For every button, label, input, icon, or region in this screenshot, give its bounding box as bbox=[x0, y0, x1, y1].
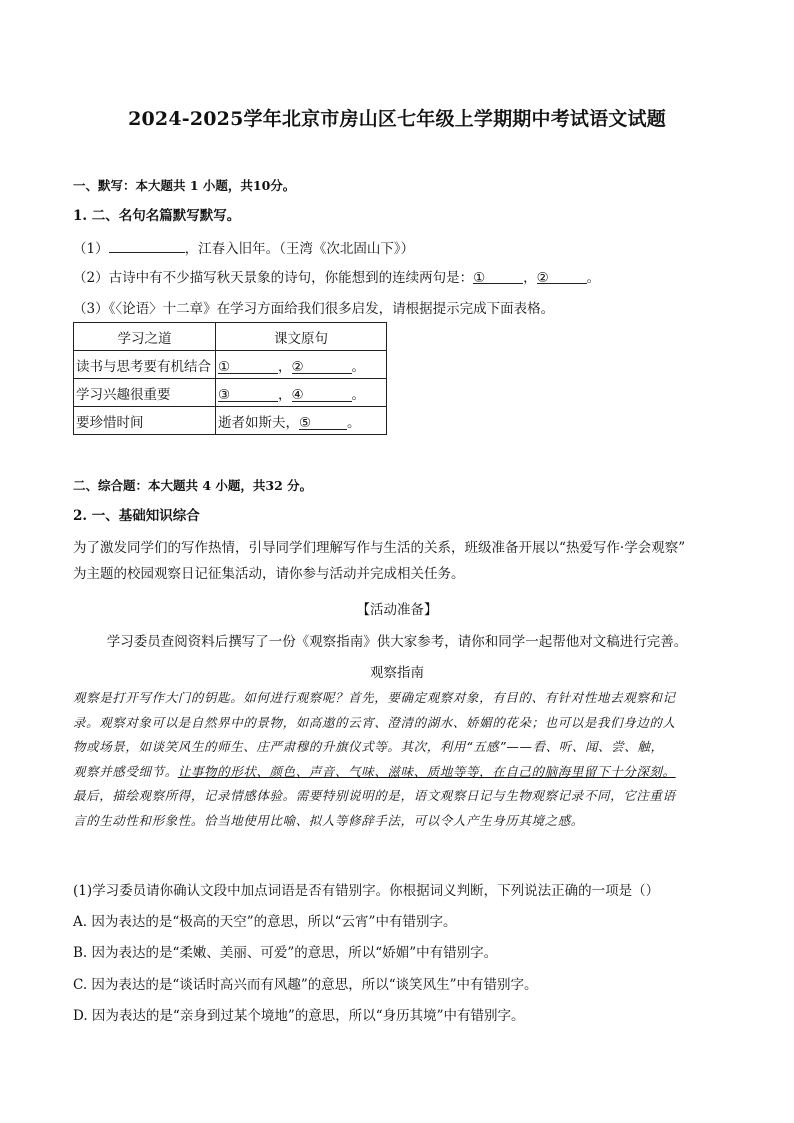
sentence-text: 逝者如斯夫， bbox=[218, 414, 299, 431]
page-title: 2024-2025学年北京市房山区七年级上学期期中考试语文试题 bbox=[128, 108, 666, 130]
underlined-sentence: 让事物的形状、颜色、声音、气味、滋味、质地等等，在自己的脑海里留下十分深刻。 bbox=[177, 763, 676, 779]
table-row bbox=[74, 379, 387, 407]
intro-line: 为主题的校园观察日记征集活动，请你参与活动并完成相关任务。 bbox=[73, 566, 465, 582]
guide-line: 观察是打开写作大门的钥匙。如何进行观察呢？首先，要确定观察对象，有目的、有针对性地去观察和记 bbox=[73, 690, 676, 705]
guide-line: 物或场景，如谈笑风生的师生、庄严肃穆的升旗仪式等。其次，利用“五感”——看、听、闻、尝、触， bbox=[73, 739, 664, 754]
end-mark: 。 bbox=[351, 386, 365, 403]
end-mark: 。 bbox=[347, 414, 361, 431]
table-row bbox=[74, 407, 387, 435]
end-mark: 。 bbox=[351, 358, 365, 375]
guide-line bbox=[73, 760, 723, 785]
guide-line: 言的生动性和形象性。恰当地使用比喻、拟人等修辞手法，可以令人产生身历其境之感。 bbox=[73, 812, 584, 828]
section-2-heading: 二、综合题：本大题共 4 小题，共32 分。 bbox=[73, 478, 313, 493]
table-header-cell: 课文原句 bbox=[216, 323, 387, 351]
blank-marker: ④ bbox=[291, 386, 304, 403]
activity-prep-title: 【活动准备】 bbox=[356, 602, 438, 618]
learning-table bbox=[73, 322, 387, 435]
table-row bbox=[74, 351, 387, 379]
separator: ， bbox=[278, 358, 292, 375]
fill-blank[interactable] bbox=[292, 387, 352, 402]
table-header-cell: 学习之道 bbox=[74, 323, 216, 351]
section-1-heading: 一、默写：本大题共 1 小题，共10分。 bbox=[73, 178, 296, 193]
blank-marker: ③ bbox=[218, 386, 231, 403]
question-1-item-3: （3）《〈论语〉十二章》在学习方面给我们很多启发，请根据提示完成下面表格。 bbox=[73, 301, 555, 317]
blank-marker: ② bbox=[536, 270, 549, 286]
end-mark: 。 bbox=[586, 270, 601, 286]
guide-text: 观察并感受细节。 bbox=[73, 763, 178, 779]
guide-line: 最后，描绘观察所得，记录情感体验。需要特别说明的是，语文观察日记与生物观察记录不同，它注重语 bbox=[73, 788, 676, 803]
table-header-row bbox=[74, 323, 387, 351]
fill-blank[interactable] bbox=[218, 387, 278, 402]
item-2-prefix: （2）古诗中有不少描写秋天景象的诗句，你能想到的连续两句是： bbox=[73, 270, 474, 286]
question-2-stem: 2. 一、基础知识综合 bbox=[73, 508, 200, 524]
observation-guide-text bbox=[73, 686, 723, 833]
table-cell-sentence bbox=[216, 351, 387, 379]
fill-blank[interactable] bbox=[299, 415, 347, 430]
fill-blank[interactable] bbox=[292, 359, 352, 374]
activity-prep-text: 学习委员查阅资料后撰写了一份《观察指南》供大家参考，请你和同学一起帮他对文稿进行完善。 bbox=[106, 634, 688, 650]
question-2-intro bbox=[73, 535, 723, 587]
table-cell-sentence bbox=[216, 407, 387, 435]
question-1-item-1 bbox=[73, 238, 414, 258]
intro-line: 为了激发同学们的写作热情，引导同学们理解写作与生活的关系，班级准备开展以“热爱写作·学会观察” bbox=[73, 540, 686, 556]
fill-blank[interactable] bbox=[473, 269, 523, 284]
separator: ， bbox=[278, 386, 292, 403]
option-a[interactable]: A. 因为表达的是“极高的天空”的意思，所以“云宵”中有错别字。 bbox=[73, 914, 457, 930]
fill-blank[interactable] bbox=[109, 238, 185, 253]
blank-marker: ① bbox=[473, 270, 486, 286]
blank-marker: ② bbox=[291, 358, 304, 375]
blank-marker: ⑤ bbox=[299, 414, 312, 431]
fill-blank[interactable] bbox=[537, 269, 587, 284]
option-d[interactable]: D. 因为表达的是“亲身到过某个境地”的意思，所以“身历其境”中有错别字。 bbox=[73, 1008, 525, 1024]
table-cell-way: 要珍惜时间 bbox=[74, 407, 216, 435]
blank-marker: ① bbox=[218, 358, 231, 375]
sub-question-1-stem: (1)学习委员请你确认文段中加点词语是否有错别字。你根据词义判断，下列说法正确的一项是（） bbox=[73, 883, 660, 899]
item-1-suffix: ，江春入旧年。（王湾《次北固山下》） bbox=[184, 241, 415, 257]
guide-title: 观察指南 bbox=[370, 665, 424, 681]
question-1-stem: 1. 二、名句名篇默写默写。 bbox=[73, 208, 241, 224]
table-cell-way: 读书与思考要有机结合 bbox=[74, 351, 216, 379]
table-cell-sentence bbox=[216, 379, 387, 407]
fill-blank[interactable] bbox=[218, 359, 278, 374]
option-b[interactable]: B. 因为表达的是“柔嫩、美丽、可爱”的意思，所以“娇媚”中有错别字。 bbox=[73, 945, 498, 961]
item-1-prefix: （1） bbox=[73, 241, 109, 257]
question-1-item-2 bbox=[73, 269, 600, 287]
table-cell-way: 学习兴趣很重要 bbox=[74, 379, 216, 407]
option-c[interactable]: C. 因为表达的是“谈话时高兴而有风趣”的意思，所以“谈笑风生”中有错别字。 bbox=[73, 977, 538, 993]
guide-line: 录。观察对象可以是自然界中的景物，如高遨的云宵、澄清的湖水、娇媚的花朵；也可以是我们身边的人 bbox=[73, 714, 676, 730]
separator: ， bbox=[523, 270, 537, 286]
